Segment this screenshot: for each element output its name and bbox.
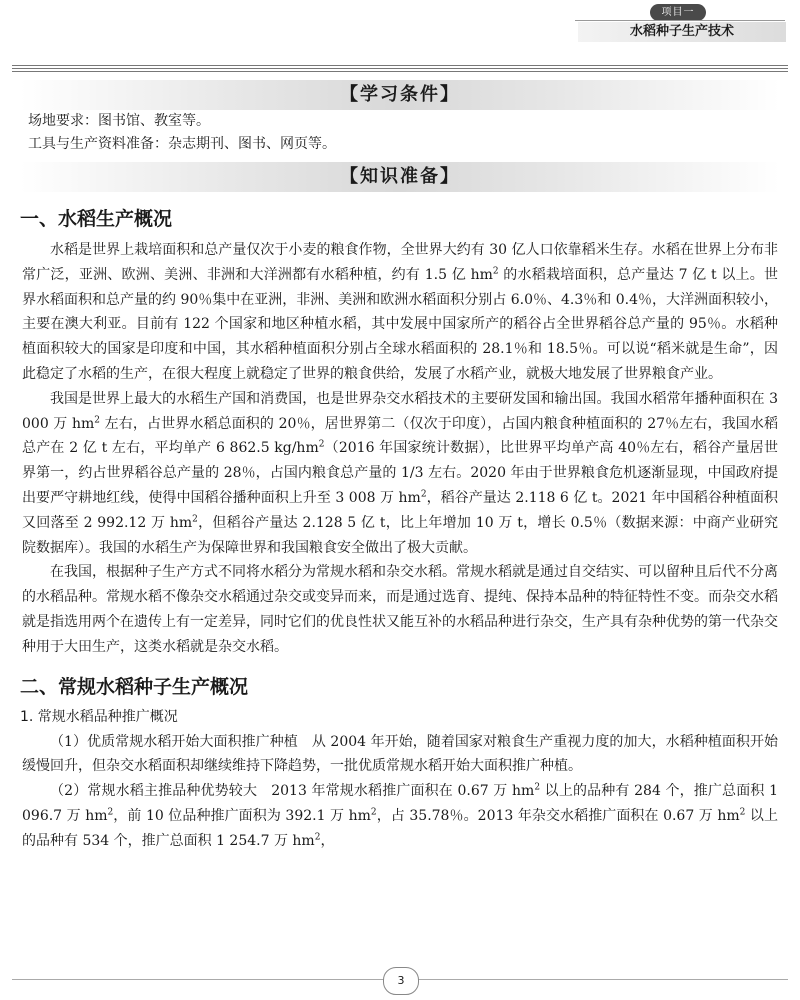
chapter-title: 水稻种子生产技术 [578, 22, 786, 42]
heading-conventional-seed: 二、常规水稻种子生产概况 [20, 675, 249, 698]
page-footer [0, 960, 800, 1000]
section-banner-conditions: 【学习条件】 [20, 80, 780, 110]
page-body [20, 80, 780, 854]
paragraph-rice-types: 在我国，根据种子生产方式不同将水稻分为常规水稻和杂交水稻。常规水稻就是通过自交结实、可以留种且后代不分离的水稻品种。常规水稻不像杂交水稻通过杂交或变异而来，而是通过选育、提纯、保持本品种的特征特性不变。而杂交水稻就是指选用两个在遗传上有一定差异，同时它们的优良性状又能互补的水稻品种进行杂交，生产具有杂种优势的第一代杂交种用于大田生产，这类水稻就是杂交水稻。 [22, 564, 778, 655]
running-header [0, 0, 800, 60]
header-divider [575, 20, 785, 21]
venue-requirement: 场地要求：图书馆、教室等。 [28, 113, 210, 129]
paragraph-main-varieties: （2）常规水稻主推品种优势较大 2013 年常规水稻推广面积在 0.67 万 $hm^2$ 以上的品种有 284 个，推广总面积 1 096.7 万 $hm^2$，前 10 位品种推广面积为 392.1 万 $hm^2$，占 35.78％。2013 年杂交水稻推广面积在 0.67 万 $hm^2$ 以上的品种有 534 个，推广总面积 1 254.7 万 $hm^2$， [22, 782, 778, 849]
paragraph-world-rice: 水稻是世界上栽培面积和总产量仅次于小麦的粮食作物，全世界大约有 30 亿人口依靠稻米生存。水稻在世界上分布非常广泛，亚洲、欧洲、美洲、非洲和大洋洲都有水稻种植，约有 1.5 亿 $hm^2$ 的水稻栽培面积，总产量达 7 亿 t 以上。世界水稻面积和总产量的约 90％集中在亚洲，非洲、美洲和欧洲水稻面积分别占 6.0％、4.3％和 0.4％，大洋洲面积较小，主要在澳大利亚。目前有 122 个国家和地区种植水稻，其中发展中国家所产的稻谷占全世界稻谷总产量的 95％。水稻种植面积较大的国家是印度和中国，其水稻种植面积分别占全球水稻面积的 28.1％和 18.5％。可以说“稻米就是生命”，因此稳定了水稻的生产，在很大程度上就稳定了世界的粮食供给，发展了水稻产业，就极大地发展了世界粮食产业。 [22, 242, 778, 382]
section-banner-knowledge: 【知识准备】 [20, 162, 780, 192]
heading-rice-production: 一、水稻生产概况 [20, 208, 173, 230]
tools-preparation: 工具与生产资料准备：杂志期刊、图书、网页等。 [28, 136, 336, 152]
subheading-variety-promotion: 1. 常规水稻品种推广概况 [20, 708, 178, 725]
project-badge: 项目一 [650, 4, 706, 21]
paragraph-quality-promotion: （1）优质常规水稻开始大面积推广种植 从 2004 年开始，随着国家对粮食生产重视力度的加大，水稻种植面积开始缓慢回升，但杂交水稻面积却继续维持下降趋势，一批优质常规水稻开始大面积推广种植。 [22, 733, 778, 775]
paragraph-china-rice: 我国是世界上最大的水稻生产国和消费国，也是世界杂交水稻技术的主要研发国和输出国。我国水稻常年播种面积在 3 000 万 $hm^2$ 左右，占世界水稻总面积的 20％，居世界第二（仅次于印度），占国内粮食种植面积的 27％左右，我国水稻总产在 2 亿 t 左右，平均单产 6 862.5 $kg/hm^2(2016$ 年国家统计数据），比世界平均单产高 40％左右，稻谷产量居世界第一，约占世界稻谷总产量的 28％，占国内粮食总产量的 1/3 左右。2020 年由于世界粮食危机逐渐显现，中国政府提出要严守耕地红线，使得中国稻谷播种面积上升至 3 008 万 $hm^2$，稻谷产量达 2.118 6 亿 t。2021 年中国稻谷种植面积又回落至 2 992.12 万 $hm^2$，但稻谷产量达 2.128 5 亿 t，比上年增加 10 万 t，增长 0.5％（数据来源：中商产业研究院数据库）。我国的水稻生产为保障世界和我国粮食安全做出了极大贡献。 [22, 390, 779, 556]
page-number: 3 [383, 967, 419, 995]
header-hatch-decoration [12, 64, 788, 72]
